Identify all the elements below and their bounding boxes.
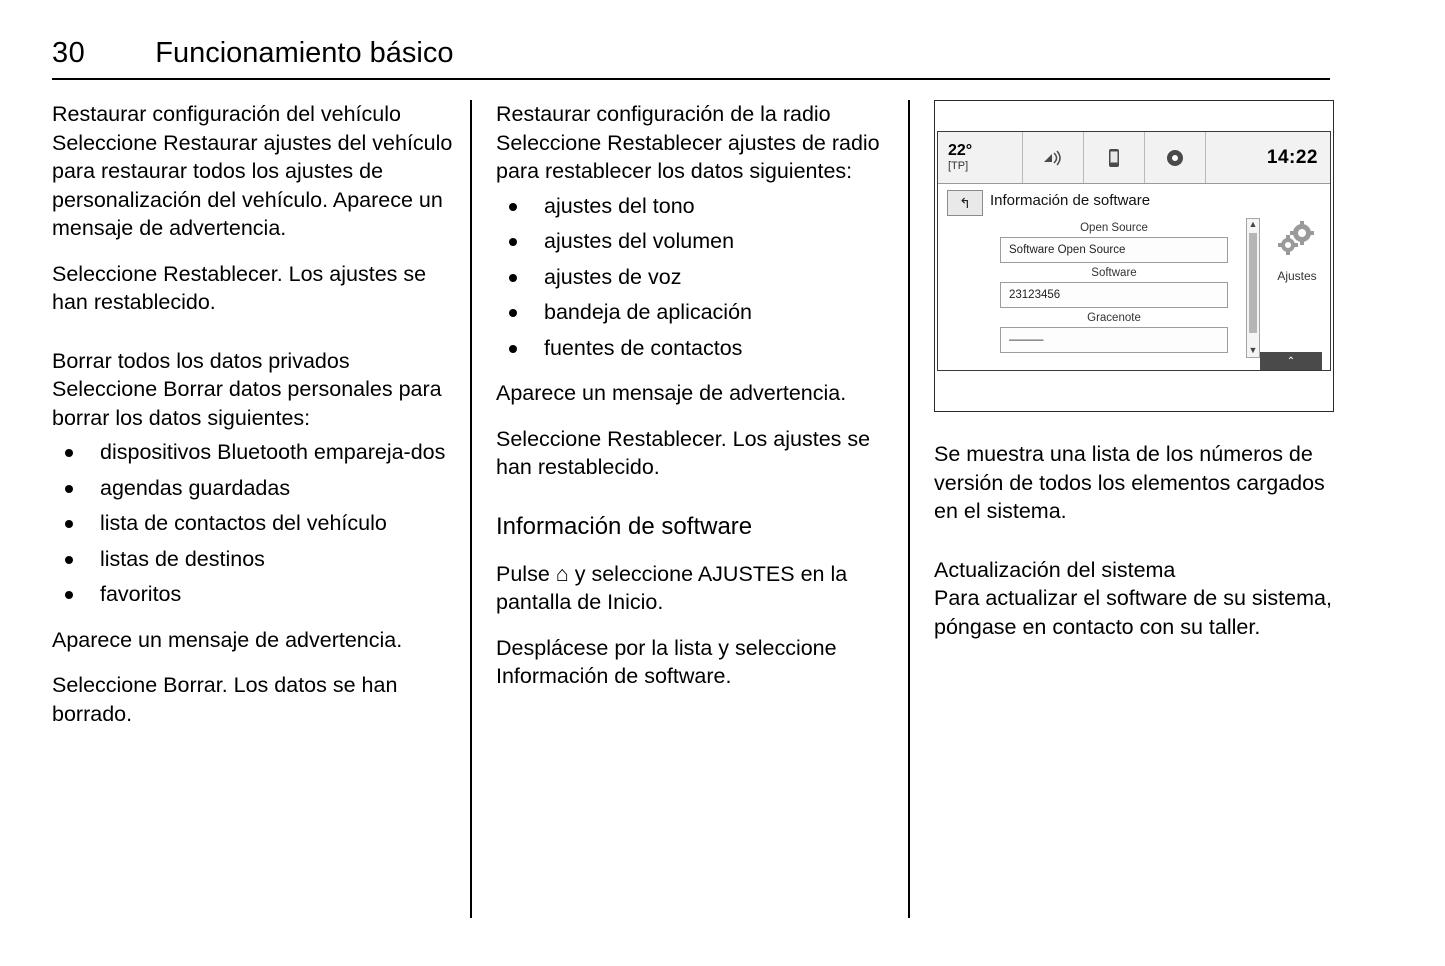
scroll-down-icon[interactable]: ▼ xyxy=(1248,345,1258,355)
settings-label: Ajustes xyxy=(1277,269,1317,283)
gear-icon xyxy=(1272,220,1322,262)
back-arrow-icon[interactable]: ↰ xyxy=(947,190,983,216)
figure-infotainment-screenshot xyxy=(934,100,1334,412)
temperature-block xyxy=(938,142,1022,173)
scroll-up-icon[interactable]: ▲ xyxy=(1248,219,1258,229)
list-item: fuentes de contactos xyxy=(496,334,896,363)
scroll-thumb[interactable] xyxy=(1249,233,1257,333)
list-item: agendas guardadas xyxy=(52,474,467,503)
page-number: 30 xyxy=(52,37,86,69)
pulse-prefix: Pulse xyxy=(496,561,556,586)
page-header xyxy=(52,36,1330,82)
list-ajustes-radio xyxy=(496,192,896,363)
clock: 14:22 xyxy=(1266,146,1318,168)
infotainment-screen xyxy=(937,131,1331,371)
heading-actualizacion-sistema: Actualización del sistema xyxy=(934,557,1176,582)
paragraph-lista-versiones: Se muestra una lista de los números de versión de todos los elementos cargados en el sistema. xyxy=(934,442,1325,523)
list-label-software: Software xyxy=(1091,267,1137,279)
list-item: ajustes del volumen xyxy=(496,227,896,256)
paragraph-restablecer-vehiculo: Seleccione Restablecer. Los ajustes se han restablecido. xyxy=(52,261,427,314)
heading-restaurar-radio: Restaurar configuración de la radio xyxy=(496,102,831,126)
paragraph-borrar-confirmacion: Seleccione Borrar. Los datos se han borrado. xyxy=(52,673,398,726)
column-divider-1 xyxy=(470,100,472,918)
column-divider-2 xyxy=(908,100,910,918)
screen-title: Información de software xyxy=(990,192,1151,209)
info-icon[interactable] xyxy=(1145,132,1205,183)
temperature-value: 22° xyxy=(948,142,973,159)
list-item: lista de contactos del vehículo xyxy=(52,509,467,538)
list-value-software[interactable]: 23123456 xyxy=(1000,282,1228,308)
list-value-open-source[interactable]: Software Open Source xyxy=(1000,237,1228,263)
screen-body xyxy=(938,184,1330,370)
tp-label: [TP] xyxy=(948,160,969,172)
list-label-gracenote: Gracenote xyxy=(1087,312,1141,324)
list-item: favoritos xyxy=(52,580,467,609)
paragraph-borrar-datos: Seleccione Borrar datos personales para borrar los datos siguientes: xyxy=(52,377,442,430)
settings-button[interactable] xyxy=(1268,220,1326,283)
header-divider xyxy=(52,78,1330,80)
list-item: listas de destinos xyxy=(52,545,467,574)
list-item: ajustes del tono xyxy=(496,192,896,221)
scrollbar[interactable] xyxy=(1246,218,1260,358)
paragraph-restablecer-radio: Seleccione Restablecer. Los ajustes se han restablecido. xyxy=(496,426,871,479)
heading-restaurar-vehiculo: Restaurar configuración del vehículo xyxy=(52,102,401,126)
phone-icon[interactable] xyxy=(1084,132,1144,183)
list-datos-privados xyxy=(52,438,467,609)
column-two xyxy=(496,100,896,691)
list-item: ajustes de voz xyxy=(496,263,896,292)
list-item: dispositivos Bluetooth empareja-dos xyxy=(52,438,467,467)
status-bar xyxy=(938,132,1330,184)
paragraph-aviso-advertencia-2: Aparece un mensaje de advertencia. xyxy=(496,381,847,405)
list-label-open-source: Open Source xyxy=(1080,222,1148,234)
audio-icon[interactable] xyxy=(1023,132,1083,183)
paragraph-restaurar-radio: Seleccione Restablecer ajustes de radio para restablecer los datos siguientes: xyxy=(496,130,880,183)
paragraph-desplacese-lista: Desplácese por la lista y seleccione Información de software. xyxy=(496,635,837,688)
home-icon: ⌂ xyxy=(555,561,569,586)
software-info-list xyxy=(990,218,1238,358)
column-three xyxy=(934,100,1334,641)
paragraph-aviso-advertencia-1: Aparece un mensaje de advertencia. xyxy=(52,627,403,652)
paragraph-actualizacion-sistema: Para actualizar el software de su sistema, póngase en contacto con su taller. xyxy=(934,586,1332,639)
pulse-suffix: y seleccione AJUSTES en la pantalla de Inicio. xyxy=(496,561,848,614)
heading-borrar-datos: Borrar todos los datos privados xyxy=(52,348,350,373)
paragraph-restaurar-vehiculo: Seleccione Restaurar ajustes del vehículo para restaurar todos los ajustes de personalización del vehículo. Aparece un mensaje de advertencia. xyxy=(52,130,453,240)
heading-informacion-software: Información de software xyxy=(496,512,753,540)
paragraph-pulse-ajustes xyxy=(496,560,896,617)
chevron-up-icon[interactable]: ⌃ xyxy=(1260,352,1322,370)
list-item: bandeja de aplicación xyxy=(496,298,896,327)
list-value-gracenote[interactable]: ——— xyxy=(1000,327,1228,353)
page-title: Funcionamiento básico xyxy=(155,37,454,69)
column-one xyxy=(52,100,467,728)
status-separator xyxy=(1205,132,1206,183)
